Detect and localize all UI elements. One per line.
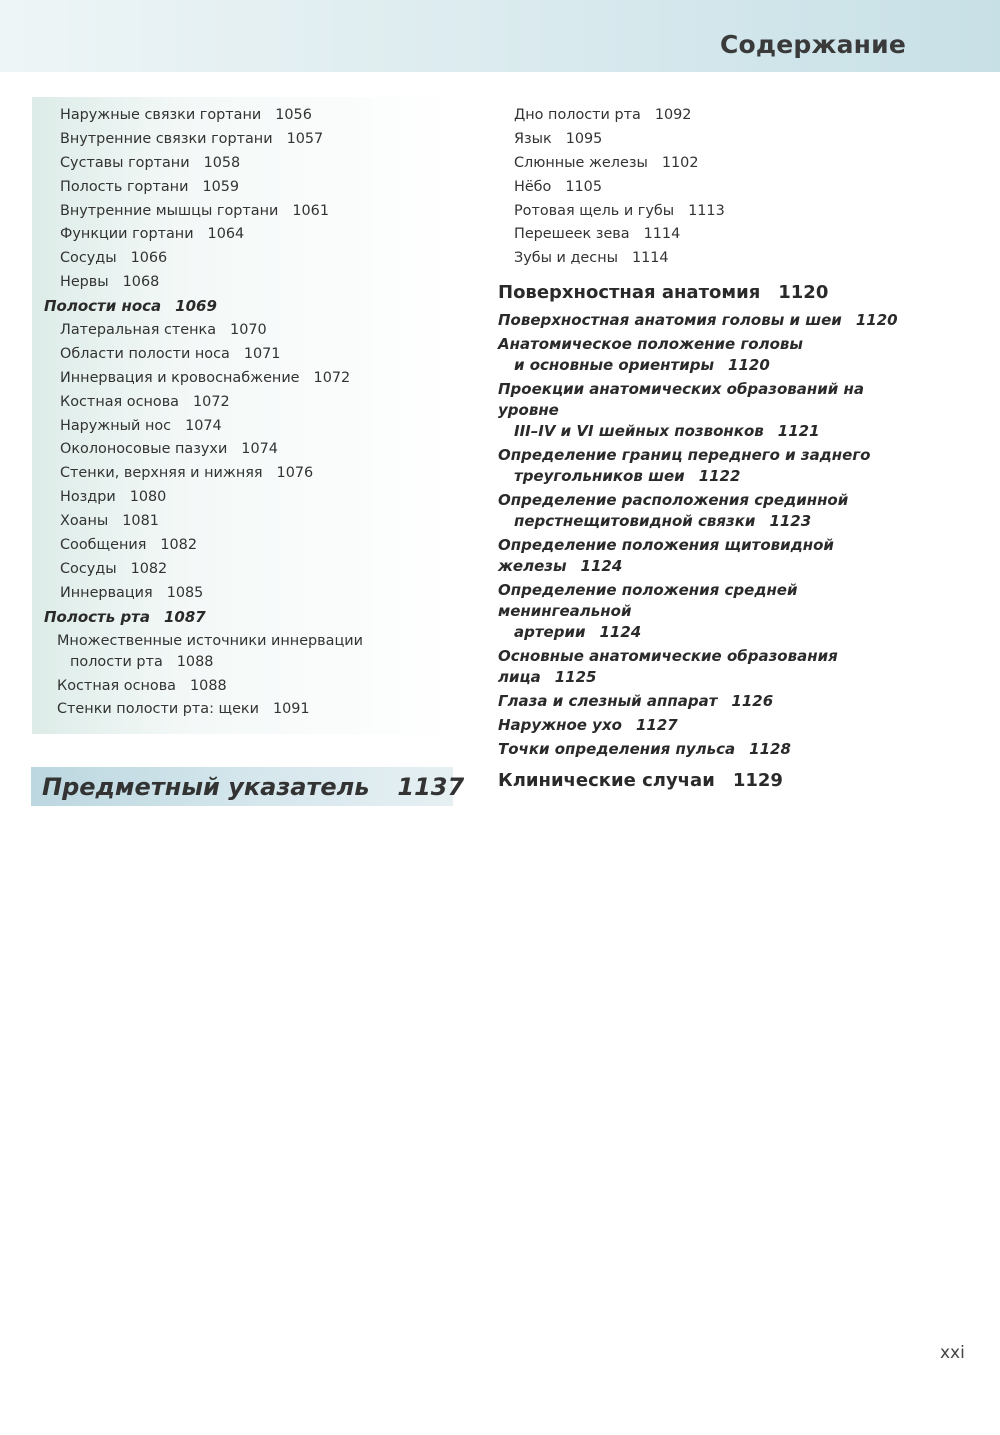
toc-section[interactable] bbox=[498, 533, 918, 578]
toc-entry[interactable] bbox=[32, 675, 462, 699]
toc-entry[interactable] bbox=[32, 319, 462, 343]
toc-entry[interactable] bbox=[32, 698, 462, 722]
entry-text: Множественные источники иннервации bbox=[57, 633, 363, 650]
toc-section[interactable] bbox=[32, 295, 462, 319]
toc-section[interactable] bbox=[32, 606, 462, 630]
entry-text: Стенки, верхняя и нижняя bbox=[60, 465, 263, 482]
entry-text: Зубы и десны bbox=[514, 250, 618, 267]
entry-page: 1114 bbox=[643, 226, 681, 243]
entry-text: Определение границ переднего и заднего bbox=[498, 445, 871, 464]
entry-text: Функции гортани bbox=[60, 226, 194, 243]
entry-text: Внутренние мышцы гортани bbox=[60, 202, 279, 219]
entry-page: 1059 bbox=[202, 178, 240, 195]
toc-section[interactable] bbox=[498, 488, 918, 533]
toc-entry[interactable] bbox=[32, 558, 462, 582]
entry-text: Перешеек зева bbox=[514, 226, 630, 243]
entry-text-cont: артерии bbox=[514, 622, 586, 641]
toc-entry[interactable] bbox=[32, 391, 462, 415]
entry-text: Суставы гортани bbox=[60, 154, 190, 171]
entry-text: Ноздри bbox=[60, 489, 116, 506]
entry-text: Анатомическое положение головы bbox=[498, 334, 803, 353]
entry-page: 1102 bbox=[661, 154, 699, 171]
entry-page: 1070 bbox=[230, 322, 267, 339]
toc-section[interactable] bbox=[498, 737, 918, 761]
toc-entry[interactable] bbox=[32, 223, 462, 247]
surface-anatomy-items bbox=[498, 308, 918, 761]
toc-entry[interactable] bbox=[32, 367, 462, 391]
entry-text: Нёбо bbox=[514, 178, 552, 195]
entry-text: Точки определения пульса bbox=[498, 739, 736, 758]
toc-entry[interactable] bbox=[32, 343, 462, 367]
entry-continuation bbox=[498, 355, 918, 376]
entry-text: Иннервация bbox=[60, 584, 153, 601]
entry-page: 1080 bbox=[129, 489, 167, 506]
toc-entry[interactable] bbox=[32, 438, 462, 462]
toc-entry[interactable] bbox=[514, 247, 918, 271]
entry-page: 1088 bbox=[176, 654, 214, 671]
entry-page: 1074 bbox=[241, 441, 278, 458]
entry-page: 1122 bbox=[698, 466, 741, 485]
chapter-page: 1120 bbox=[778, 282, 829, 304]
entry-text-cont: III–IV и VI шейных позвонков bbox=[514, 421, 764, 440]
entry-text: Сосуды bbox=[60, 560, 117, 577]
chapter-title: Поверхностная анатомия bbox=[498, 282, 761, 304]
entry-page: 1058 bbox=[203, 154, 241, 171]
index-page: 1137 bbox=[397, 773, 465, 801]
entry-page: 1091 bbox=[272, 701, 310, 718]
entry-continuation bbox=[498, 466, 918, 487]
entry-text: Слюнные железы bbox=[514, 154, 648, 171]
toc-section[interactable] bbox=[498, 443, 918, 488]
toc-entry[interactable] bbox=[514, 104, 918, 128]
entry-page: 1113 bbox=[688, 202, 725, 219]
entry-text: Наружный нос bbox=[60, 417, 172, 434]
toc-entry[interactable] bbox=[32, 271, 462, 295]
entry-continuation bbox=[57, 652, 462, 673]
entry-continuation bbox=[498, 421, 918, 442]
toc-entry[interactable] bbox=[32, 200, 462, 224]
entry-text: Стенки полости рта: щеки bbox=[57, 701, 259, 718]
chapter-title: Клинические случаи bbox=[498, 770, 715, 792]
toc-entry[interactable] bbox=[514, 176, 918, 200]
entry-page: 1121 bbox=[777, 421, 820, 440]
entry-text: Наружное ухо bbox=[498, 715, 622, 734]
toc-section[interactable] bbox=[498, 689, 918, 713]
entry-page: 1061 bbox=[292, 202, 329, 219]
toc-left-column bbox=[32, 104, 462, 722]
entry-text: Поверхностная анатомия головы и шеи bbox=[498, 310, 842, 329]
entry-page: 1082 bbox=[130, 560, 168, 577]
entry-page: 1085 bbox=[166, 584, 204, 601]
entry-text: Глаза и слезный аппарат bbox=[498, 691, 718, 710]
entry-page: 1124 bbox=[580, 556, 623, 575]
toc-entry[interactable] bbox=[32, 247, 462, 271]
toc-section[interactable] bbox=[498, 713, 918, 737]
entry-text-cont: треугольников шеи bbox=[514, 466, 685, 485]
entry-page: 1057 bbox=[286, 130, 324, 147]
toc-entry[interactable] bbox=[32, 630, 462, 675]
entry-page: 1125 bbox=[554, 667, 597, 686]
entry-text: Сообщения bbox=[60, 537, 147, 554]
toc-section[interactable] bbox=[498, 308, 918, 332]
entry-text: Проекции анатомических образований на уровне bbox=[498, 379, 865, 419]
entry-text: Околоносовые пазухи bbox=[60, 441, 228, 458]
toc-section[interactable] bbox=[498, 332, 918, 377]
entry-page: 1087 bbox=[164, 607, 206, 626]
entry-page: 1071 bbox=[243, 345, 281, 362]
entry-text: Латеральная стенка bbox=[60, 322, 217, 339]
entry-text: Полость гортани bbox=[60, 178, 189, 195]
entry-page: 1127 bbox=[635, 715, 678, 734]
oral-cavity-subentries bbox=[498, 104, 918, 271]
entry-page: 1081 bbox=[122, 513, 159, 530]
entry-page: 1066 bbox=[130, 250, 168, 267]
toc-entry[interactable] bbox=[514, 200, 918, 224]
entry-text: Полость рта bbox=[44, 607, 150, 626]
entry-page: 1072 bbox=[313, 369, 351, 386]
page-number: xxi bbox=[940, 1343, 965, 1363]
index-title-text: Предметный указатель bbox=[42, 773, 370, 801]
toc-entry[interactable] bbox=[32, 415, 462, 439]
entry-text: Костная основа bbox=[57, 677, 177, 694]
entry-page: 1072 bbox=[193, 393, 230, 410]
entry-page: 1082 bbox=[160, 537, 197, 554]
entry-page: 1076 bbox=[276, 465, 314, 482]
entry-page: 1095 bbox=[565, 130, 603, 147]
toc-entry[interactable] bbox=[32, 104, 462, 128]
entry-text: Определение положения щитовидной железы bbox=[498, 535, 834, 575]
toc-section[interactable] bbox=[498, 578, 918, 644]
entry-text: Нервы bbox=[60, 274, 109, 291]
entry-page: 1120 bbox=[728, 355, 770, 374]
chapter-surface-anatomy[interactable] bbox=[498, 278, 918, 308]
entry-page: 1088 bbox=[190, 677, 227, 694]
toc-right-column bbox=[498, 104, 918, 796]
entry-text: Определение положения средней менингеальной bbox=[498, 580, 798, 620]
toc-entry[interactable] bbox=[32, 486, 462, 510]
toc-entry[interactable] bbox=[32, 510, 462, 534]
entry-page: 1064 bbox=[207, 226, 245, 243]
entry-page: 1120 bbox=[855, 310, 898, 329]
toc-entry[interactable] bbox=[32, 462, 462, 486]
entry-text-cont: перстнещитовидной связки bbox=[514, 511, 756, 530]
toc-entry[interactable] bbox=[32, 582, 462, 606]
entry-text-cont: и основные ориентиры bbox=[514, 355, 715, 374]
entry-page: 1105 bbox=[565, 178, 602, 195]
entry-text: Костная основа bbox=[60, 393, 180, 410]
entry-page: 1128 bbox=[749, 739, 791, 758]
toc-entry[interactable] bbox=[514, 223, 918, 247]
entry-text: Иннервация и кровоснабжение bbox=[60, 369, 300, 386]
entry-text: Области полости носа bbox=[60, 345, 230, 362]
entry-text: Наружные связки гортани bbox=[60, 107, 262, 123]
entry-page: 1126 bbox=[731, 691, 774, 710]
entry-page: 1114 bbox=[631, 250, 669, 267]
entry-text: Язык bbox=[514, 130, 552, 147]
entry-text-cont: полости рта bbox=[70, 654, 163, 671]
entry-text: Сосуды bbox=[60, 250, 117, 267]
toc-entry[interactable] bbox=[32, 534, 462, 558]
entry-text: Основные анатомические образования лица bbox=[498, 646, 838, 686]
entry-page: 1069 bbox=[175, 297, 217, 316]
entry-continuation bbox=[498, 622, 918, 643]
entry-text: Хоаны bbox=[60, 513, 109, 530]
page-title: Содержание bbox=[719, 30, 906, 59]
entry-text: Ротовая щель и губы bbox=[514, 202, 675, 219]
entry-page: 1074 bbox=[185, 417, 222, 434]
entry-text: Дно полости рта bbox=[514, 107, 641, 123]
entry-continuation bbox=[498, 511, 918, 532]
index-heading[interactable] bbox=[42, 772, 464, 802]
chapter-clinical-cases[interactable] bbox=[498, 766, 918, 796]
entry-page: 1068 bbox=[122, 274, 160, 291]
toc-entry[interactable] bbox=[514, 128, 918, 152]
toc-entry[interactable] bbox=[32, 152, 462, 176]
toc-entry[interactable] bbox=[32, 128, 462, 152]
entry-text: Полости носа bbox=[44, 297, 162, 316]
entry-page: 1092 bbox=[654, 107, 692, 123]
toc-entry[interactable] bbox=[514, 152, 918, 176]
entry-text: Внутренние связки гортани bbox=[60, 130, 273, 147]
chapter-page: 1129 bbox=[732, 770, 783, 792]
toc-section[interactable] bbox=[498, 644, 918, 689]
entry-page: 1124 bbox=[599, 622, 642, 641]
entry-text: Определение расположения срединной bbox=[498, 490, 849, 509]
toc-entry[interactable] bbox=[32, 176, 462, 200]
toc-section[interactable] bbox=[498, 377, 918, 443]
entry-page: 1123 bbox=[769, 511, 812, 530]
entry-page: 1056 bbox=[275, 107, 312, 123]
